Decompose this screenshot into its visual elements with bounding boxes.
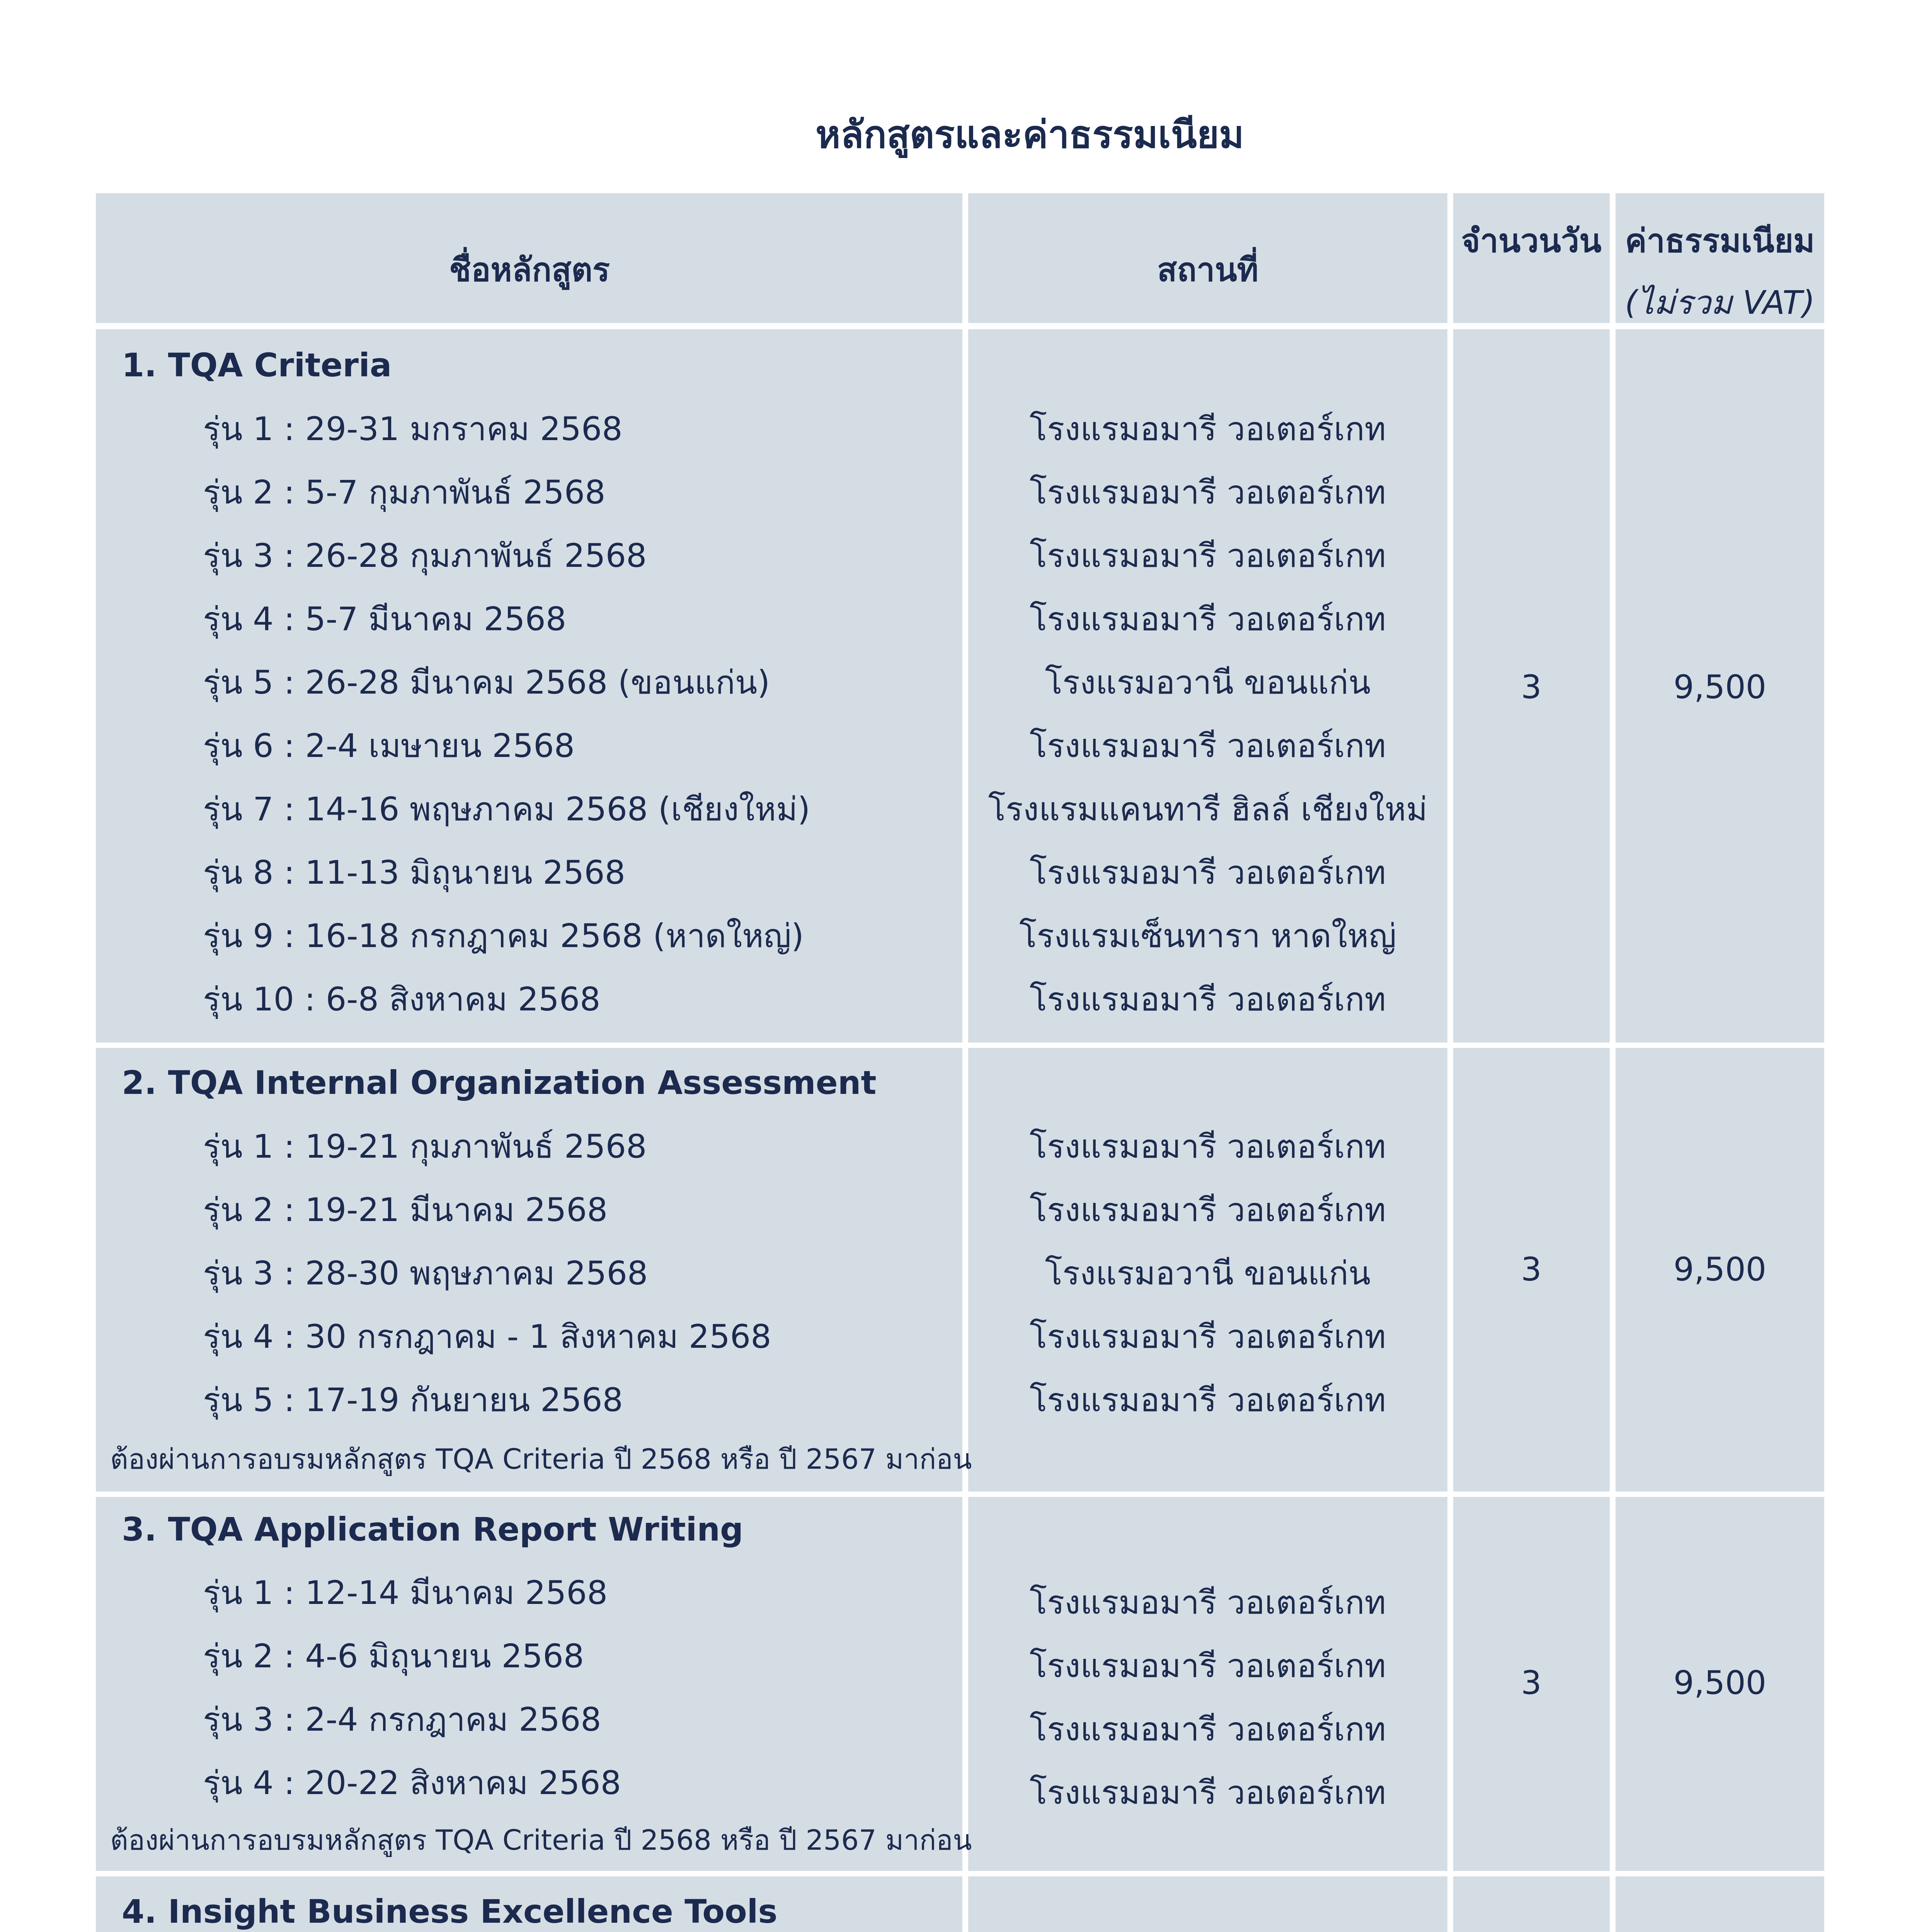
section-3-venue: โรงแรมอมารี วอเตอร์เกท bbox=[1029, 1774, 1386, 1811]
section-1-venue: โรงแรมอมารี วอเตอร์เกท bbox=[1029, 600, 1386, 638]
section-2-venue: โรงแรมอมารี วอเตอร์เกท bbox=[1029, 1381, 1386, 1419]
section-1-row: รุ่น 2 : 5-7 กุมภาพันธ์ 2568 bbox=[203, 473, 606, 511]
page-title: หลักสูตรและค่าธรรมเนียม bbox=[815, 113, 1244, 157]
section-1-venue: โรงแรมอวานี ขอนแก่น bbox=[1045, 663, 1371, 701]
section-3-fee: 9,500 bbox=[1673, 1664, 1767, 1702]
header-course: ชื่อหลักสูตร bbox=[449, 251, 610, 289]
section-1-venue: โรงแรมอมารี วอเตอร์เกท bbox=[1029, 727, 1386, 765]
section-2-row: รุ่น 1 : 19-21 กุมภาพันธ์ 2568 bbox=[203, 1128, 647, 1165]
section-3-venue: โรงแรมอมารี วอเตอร์เกท bbox=[1029, 1710, 1386, 1748]
section-1-venue: โรงแรมอมารี วอเตอร์เกท bbox=[1029, 854, 1386, 891]
section-1-days: 3 bbox=[1521, 668, 1542, 706]
section-4-venue-cell bbox=[968, 1876, 1447, 1932]
section-1-row: รุ่น 6 : 2-4 เมษายน 2568 bbox=[203, 727, 575, 765]
section-1-row: รุ่น 3 : 26-28 กุมภาพันธ์ 2568 bbox=[203, 537, 647, 575]
section-4-heading: 4. Insight Business Excellence Tools bbox=[122, 1893, 778, 1930]
section-1-row: รุ่น 1 : 29-31 มกราคม 2568 bbox=[203, 410, 623, 448]
section-3-row: รุ่น 2 : 4-6 มิถุนายน 2568 bbox=[203, 1637, 584, 1675]
section-2-row: รุ่น 5 : 17-19 กันยายน 2568 bbox=[203, 1381, 623, 1419]
section-4-fee-cell bbox=[1616, 1876, 1824, 1932]
section-1-heading: 1. TQA Criteria bbox=[122, 346, 392, 384]
section-2-fee: 9,500 bbox=[1673, 1250, 1767, 1288]
section-3-course-cell bbox=[96, 1497, 962, 1871]
section-1-row: รุ่น 5 : 26-28 มีนาคม 2568 (ขอนแก่น) bbox=[203, 663, 770, 701]
section-2-venue: โรงแรมอมารี วอเตอร์เกท bbox=[1029, 1128, 1386, 1165]
section-1-row: รุ่น 4 : 5-7 มีนาคม 2568 bbox=[203, 600, 567, 638]
section-3-row: รุ่น 4 : 20-22 สิงหาคม 2568 bbox=[203, 1764, 621, 1802]
header-venue: สถานที่ bbox=[1157, 251, 1259, 289]
section-1-row: รุ่น 10 : 6-8 สิงหาคม 2568 bbox=[203, 980, 601, 1018]
section-1-venue: โรงแรมเซ็นทารา หาดใหญ่ bbox=[1019, 917, 1396, 955]
section-2-prereq: ต้องผ่านการอบรมหลักสูตร TQA Criteria ปี 2568 หรือ ปี 2567 มาก่อน bbox=[110, 1443, 972, 1475]
section-1-row: รุ่น 7 : 14-16 พฤษภาคม 2568 (เชียงใหม่) bbox=[203, 790, 810, 828]
section-3-prereq: ต้องผ่านการอบรมหลักสูตร TQA Criteria ปี 2568 หรือ ปี 2567 มาก่อน bbox=[110, 1824, 972, 1856]
section-3-days: 3 bbox=[1521, 1664, 1542, 1702]
section-3-heading: 3. TQA Application Report Writing bbox=[122, 1510, 744, 1548]
section-3-row: รุ่น 3 : 2-4 กรกฎาคม 2568 bbox=[203, 1701, 601, 1738]
section-3-row: รุ่น 1 : 12-14 มีนาคม 2568 bbox=[203, 1574, 608, 1612]
section-2-heading: 2. TQA Internal Organization Assessment bbox=[122, 1064, 877, 1102]
section-2-row: รุ่น 3 : 28-30 พฤษภาคม 2568 bbox=[203, 1254, 648, 1292]
section-1-venue: โรงแรมอมารี วอเตอร์เกท bbox=[1029, 410, 1386, 448]
section-1-fee: 9,500 bbox=[1673, 668, 1767, 706]
section-3-venue: โรงแรมอมารี วอเตอร์เกท bbox=[1029, 1583, 1386, 1621]
section-1-venue: โรงแรมอมารี วอเตอร์เกท bbox=[1029, 473, 1386, 511]
section-4-days-cell bbox=[1453, 1876, 1610, 1932]
section-2-row: รุ่น 4 : 30 กรกฎาคม - 1 สิงหาคม 2568 bbox=[203, 1318, 771, 1355]
section-1-row: รุ่น 8 : 11-13 มิถุนายน 2568 bbox=[203, 854, 626, 891]
section-3-venue: โรงแรมอมารี วอเตอร์เกท bbox=[1029, 1647, 1386, 1685]
section-2-venue: โรงแรมอมารี วอเตอร์เกท bbox=[1029, 1191, 1386, 1229]
header-days: จำนวนวัน bbox=[1461, 222, 1602, 260]
section-2-venue: โรงแรมอวานี ขอนแก่น bbox=[1045, 1254, 1371, 1292]
section-2-row: รุ่น 2 : 19-21 มีนาคม 2568 bbox=[203, 1191, 608, 1229]
header-fee-note: (ไม่รวม VAT) bbox=[1625, 284, 1815, 321]
section-1-venue: โรงแรมอมารี วอเตอร์เกท bbox=[1029, 537, 1386, 575]
section-2-venue: โรงแรมอมารี วอเตอร์เกท bbox=[1029, 1318, 1386, 1355]
section-1-venue: โรงแรมอมารี วอเตอร์เกท bbox=[1029, 980, 1386, 1018]
header-fee: ค่าธรรมเนียม bbox=[1625, 222, 1815, 260]
section-1-row: รุ่น 9 : 16-18 กรกฎาคม 2568 (หาดใหญ่) bbox=[203, 917, 804, 955]
section-1-venue: โรงแรมแคนทารี ฮิลล์ เชียงใหม่ bbox=[988, 790, 1428, 828]
section-2-days: 3 bbox=[1521, 1250, 1542, 1288]
